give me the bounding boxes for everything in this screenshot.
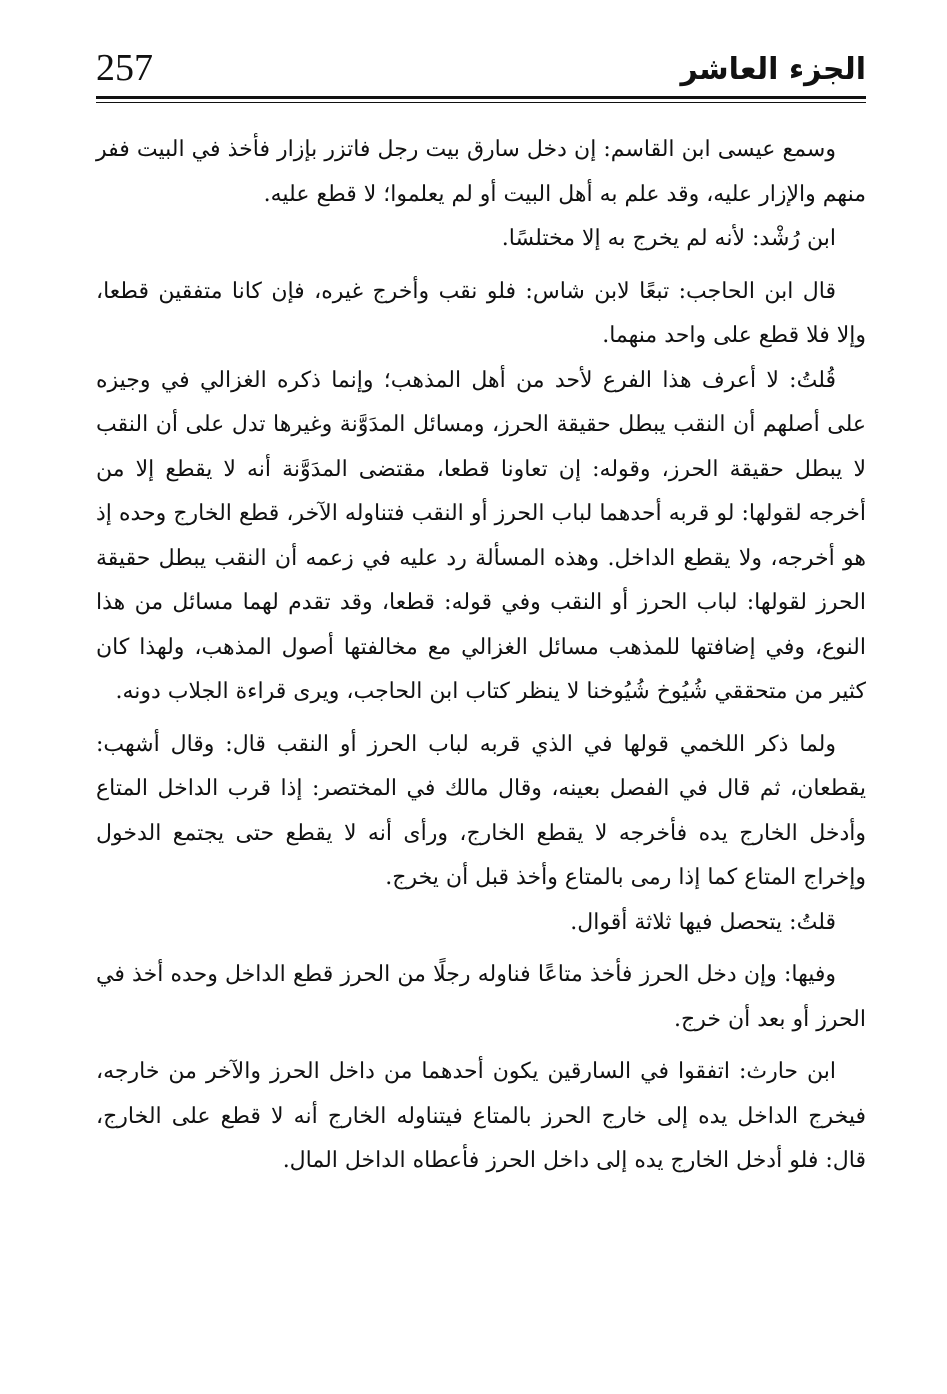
page-number: 257	[96, 47, 153, 89]
running-title: الجزء العاشر	[680, 52, 866, 87]
paragraph-8: ابن حارث: اتفقوا في السارقين يكون أحدهما من داخل الحرز والآخر من خارجه، فيخرج الداخل يده إلى خارج الحرز بالمتاع فيتناوله الخارج أنه لا قطع على الخارج، قال: فلو أدخل الخارج يده إلى داخل الحرز فأعطاه الداخل المال.	[96, 1059, 866, 1173]
paragraph-7: وفيها: وإن دخل الحرز فأخذ متاعًا فناوله رجلًا من الحرز قطع الداخل وحده أخذ في الحرز أو بعد أن خرج.	[96, 962, 866, 1032]
paragraph-5: ولما ذكر اللخمي قولها في الذي قربه لباب الحرز أو النقب قال: وقال أشهب: يقطعان، ثم قال في الفصل بعينه، وقال مالك في المختصر: إذا قرب الداخل المتاع وأدخل الخارج يده فأخرجه لا يقطع الخارج، ورأى أنه لا يقطع حتى يجتمع الدخول وإخراج المتاع كما إذا رمى بالمتاع وأخذ قبل أن يخرج.	[96, 731, 866, 890]
page-header	[96, 44, 866, 96]
paragraph-1: وسمع عيسى ابن القاسم: إن دخل سارق بيت رجل فاتزر بإزار فأخذ في البيت ففر منهم والإزار عليه، وقد علم به أهل البيت أو لم يعلموا؛ لا قطع عليه.	[96, 137, 866, 207]
paragraph-6: قلتُ: يتحصل فيها ثلاثة أقوال.	[570, 909, 836, 935]
header-rule-thin	[96, 102, 866, 103]
paragraph-4: قُلتُ: لا أعرف هذا الفرع لأحد من أهل المذهب؛ وإنما ذكره الغزالي في وجيزه على أصلهم أن النقب يبطل حقيقة الحرز، ومسائل المدَوَّنة وغيرها تدل على أن النقب لا يبطل حقيقة الحرز، وقوله: إن تعاونا قطعا، مقتضى المدَوَّنة أنه لا يقطع إلا من أخرجه لقولها: لو قربه أحدهما لباب الحرز أو النقب فتناوله الآخر، قطع الخارج وحده إذ هو أخرجه، ولا يقطع الداخل. وهذه المسألة رد عليه في زعمه أن النقب يبطل حقيقة الحرز لقولها: لباب الحرز أو النقب وفي قوله: قطعا، وقد تقدم لهما مسائل من هذا النوع، وفي إضافتها للمذهب مسائل الغزالي مع مخالفتها أصول المذهب، ولهذا كان كثير من متحققي شُيُوخ شُيُوخنا لا ينظر كتاب ابن الحاجب، ويرى قراءة الجلاب دونه.	[96, 367, 866, 704]
paragraph-2: ابن رُشْد: لأنه لم يخرج به إلا مختلسًا.	[501, 226, 836, 251]
paragraph-3: قال ابن الحاجب: تبعًا لابن شاس: فلو نقب وأخرج غيره، فإن كانا متفقين قطعا، وإلا فلا قطع على واحد منهما.	[96, 278, 866, 348]
body-text	[96, 128, 866, 1184]
header-rule-thick	[96, 96, 866, 99]
